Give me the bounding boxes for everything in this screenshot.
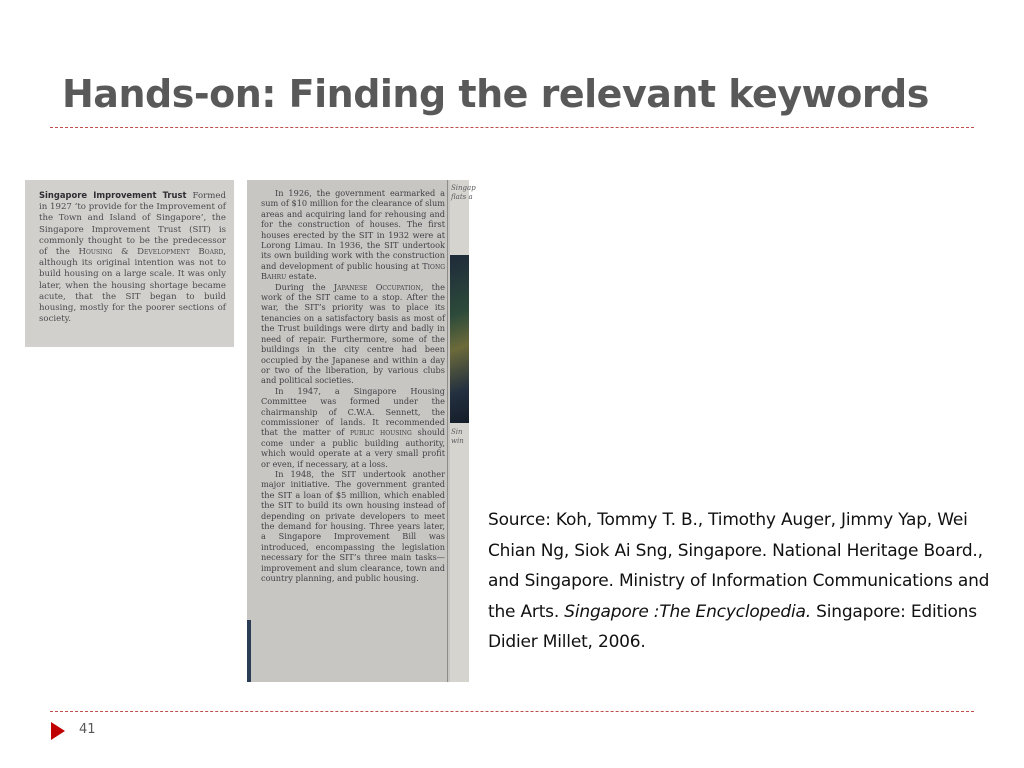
title-divider xyxy=(50,127,974,128)
column-gutter xyxy=(447,180,448,682)
citation-authors: Source: Koh, Tommy T. B., Timothy Auger, Jimmy Yap, Wei Chian Ng, Siok Ai Sng, Singapore. National Heritage Board., and Singapore. Ministry of Information Communications and the Arts. xyxy=(488,510,990,622)
column-paragraph: In 1948, the SIT undertook another major initiative. The government granted the SIT a loan of $5 million, which enabled the SIT to build its own housing instead of depending on private developers to meet the demand for housing. Three years later, a Singapore Improvement Bill was introduced, encompassing the legislation necessary for the SIT’s three main tasks—improvement and slum clearance, town and country planning, and public housing. xyxy=(261,468,445,584)
cross-reference: public housing xyxy=(349,427,412,438)
encyclopedia-excerpt-photo xyxy=(25,180,234,347)
column-paragraph xyxy=(261,282,445,386)
slide-title: Hands-on: Finding the relevant keywords xyxy=(62,72,929,116)
triangle-bullet-icon xyxy=(51,722,65,740)
paragraph-text: In 1926, the government earmarked a sum of $10 million for the clearance of slum areas and acquiring land for rehousing and for the construction of houses. The first houses erected by the SIT in 1932 were at Lorong Limau. In 1936, the SIT undertook its own building work with the construction and development of public housing at xyxy=(261,188,445,271)
caption-line: Singap xyxy=(451,184,476,192)
column-paragraph xyxy=(261,188,445,282)
paragraph-text: should come under a public building authority, which would operate at a very small profit or even, if necessary, at a loss. xyxy=(261,427,446,469)
paragraph-text: In 1947, a Singapore Housing Committee was formed under the chairmanship of C.W.A. Sennett, the commissioner of lands. It recommended that the matter of xyxy=(261,385,445,438)
column-paragraph xyxy=(261,386,445,469)
paragraph-text: , the work of the SIT came to a stop. After the war, the SIT’s priority was to place its tenancies on a satisfactory basis as most of the Trust buildings were dirty and badly in need of repair. Furthermore, some of the buildings in the city centre had been occupied by the Japanese and within a day or two of the liberation, by various clubs and political societies. xyxy=(261,281,446,386)
cross-reference: Japanese Occupation xyxy=(333,281,421,292)
excerpt-text-a: Formed in 1927 ‘to provide for the Improvement of the Town and Island of Singapore’, the Singapore Improvement Trust (SIT) is commonly thought to be the predecessor of the xyxy=(39,191,226,258)
excerpt-text-b: , although its original intention was not to build housing on a large scale. It was only later, when the housing shortage became acute, that the SIT began to build housing, mostly for the poorer sections of society. xyxy=(39,247,226,325)
caption-line: win xyxy=(451,437,464,445)
book-spine-edge xyxy=(247,620,251,682)
caption-line: Sin xyxy=(451,428,463,436)
paragraph-text: estate. xyxy=(286,271,317,282)
source-citation xyxy=(488,505,993,658)
cross-reference: Tiong Bahru xyxy=(261,260,445,282)
footer-divider xyxy=(50,711,974,712)
column-text xyxy=(261,188,445,583)
entry-term: Singapore Improvement Trust xyxy=(39,190,187,200)
adjacent-caption-top xyxy=(451,184,476,202)
caption-line: flats a xyxy=(451,193,473,201)
excerpt-cross-reference: Housing & Development Board xyxy=(78,247,224,258)
adjacent-caption-bottom xyxy=(451,428,464,446)
adjacent-photo xyxy=(450,255,469,423)
page-number: 41 xyxy=(79,722,96,737)
citation-publisher: Singapore: Editions Didier Millet, 2006. xyxy=(488,601,977,652)
encyclopedia-column-photo xyxy=(247,180,476,682)
citation-book-title: Singapore :The Encyclopedia. xyxy=(564,601,811,622)
paragraph-text: During the xyxy=(275,281,334,292)
